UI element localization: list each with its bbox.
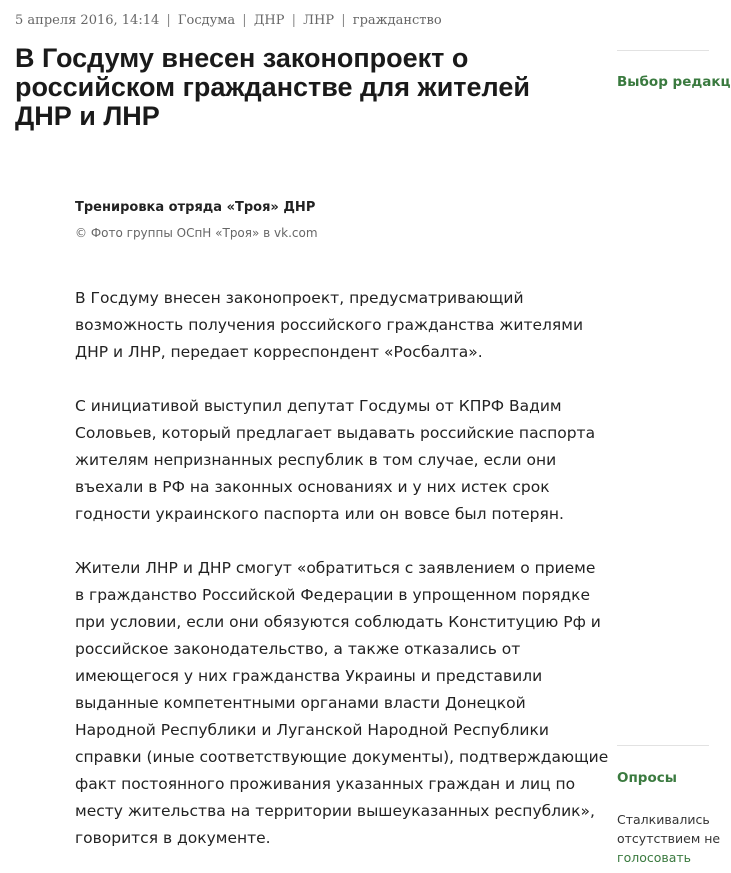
tag-link-citizenship[interactable]: гражданство bbox=[352, 13, 442, 28]
paragraph-line: Соловьев, который предлагает выдавать российские паспорта bbox=[75, 424, 596, 442]
paragraph-line: В Госдуму внесен законопроект, предусматривающий bbox=[75, 289, 524, 307]
title-line: ДНР и ЛНР bbox=[15, 101, 160, 131]
paragraph-line: возможность получения российского гражданства жителями bbox=[75, 316, 584, 334]
sidebar-divider bbox=[617, 50, 709, 51]
meta-separator: | bbox=[341, 13, 346, 28]
article-meta bbox=[15, 13, 442, 28]
sidebar-divider bbox=[617, 745, 709, 746]
tag-link-lnr[interactable]: ЛНР bbox=[303, 13, 335, 28]
meta-separator: | bbox=[242, 13, 247, 28]
paragraph-line: имеющегося у них гражданства Украины и представили bbox=[75, 667, 543, 685]
paragraph-line: говорится в документе. bbox=[75, 829, 271, 847]
meta-separator: | bbox=[166, 13, 171, 28]
paragraph-line: месту жительства на территории вышеуказанных республик», bbox=[75, 802, 595, 820]
photo-credit: © Фото группы ОСпН «Троя» в vk.com bbox=[75, 226, 318, 240]
paragraph-line: при условии, если они обязуются соблюдать Конституцию Рф и bbox=[75, 613, 601, 631]
tag-link-dnr[interactable]: ДНР bbox=[253, 13, 285, 28]
article-paragraph-2 bbox=[75, 393, 595, 528]
article-paragraph-1 bbox=[75, 285, 583, 366]
paragraph-line: российское законодательство, а также отказались от bbox=[75, 640, 521, 658]
polls-heading[interactable]: Опросы bbox=[617, 770, 677, 786]
paragraph-line: выданные компетентными органами власти Донецкой bbox=[75, 694, 526, 712]
vote-link[interactable]: голосовать bbox=[617, 850, 692, 865]
article-paragraph-3 bbox=[75, 555, 608, 852]
poll-question-line: отсутствием не bbox=[617, 831, 721, 846]
article-date: 5 апреля 2016, 14:14 bbox=[15, 13, 160, 28]
paragraph-line: Народной Республики и Луганской Народной Республики bbox=[75, 721, 549, 739]
paragraph-line: Жители ЛНР и ДНР смогут «обратиться с заявлением о приеме bbox=[75, 559, 596, 577]
paragraph-line: в гражданство Российской Федерации в упрощенном порядке bbox=[75, 586, 591, 604]
tag-link-gosduma[interactable]: Госдума bbox=[177, 13, 236, 28]
editors-choice-heading[interactable]: Выбор редакц bbox=[617, 74, 731, 90]
paragraph-line: жителям непризнанных республик в том случае, если они bbox=[75, 451, 557, 469]
paragraph-line: ДНР и ЛНР, передает корреспондент «Росбалта». bbox=[75, 343, 483, 361]
paragraph-line: факт постоянного проживания указанных граждан и лиц по bbox=[75, 775, 576, 793]
paragraph-line: въехали в РФ на законных основаниях и у них истек срок bbox=[75, 478, 550, 496]
paragraph-line: справки (иные соответствующие документы), подтверждающие bbox=[75, 748, 609, 766]
poll-widget bbox=[617, 810, 720, 867]
paragraph-line: С инициативой выступил депутат Госдумы от КПРФ Вадим bbox=[75, 397, 562, 415]
poll-question-line: Сталкивались bbox=[617, 812, 710, 827]
meta-separator: | bbox=[291, 13, 297, 28]
title-line: российском гражданстве для жителей bbox=[15, 72, 530, 102]
article-title bbox=[15, 44, 575, 131]
paragraph-line: годности украинского паспорта или он вовсе был потерян. bbox=[75, 505, 564, 523]
photo-caption: Тренировка отряда «Троя» ДНР bbox=[75, 200, 316, 215]
title-line: В Госдуму внесен законопроект о bbox=[15, 43, 469, 73]
